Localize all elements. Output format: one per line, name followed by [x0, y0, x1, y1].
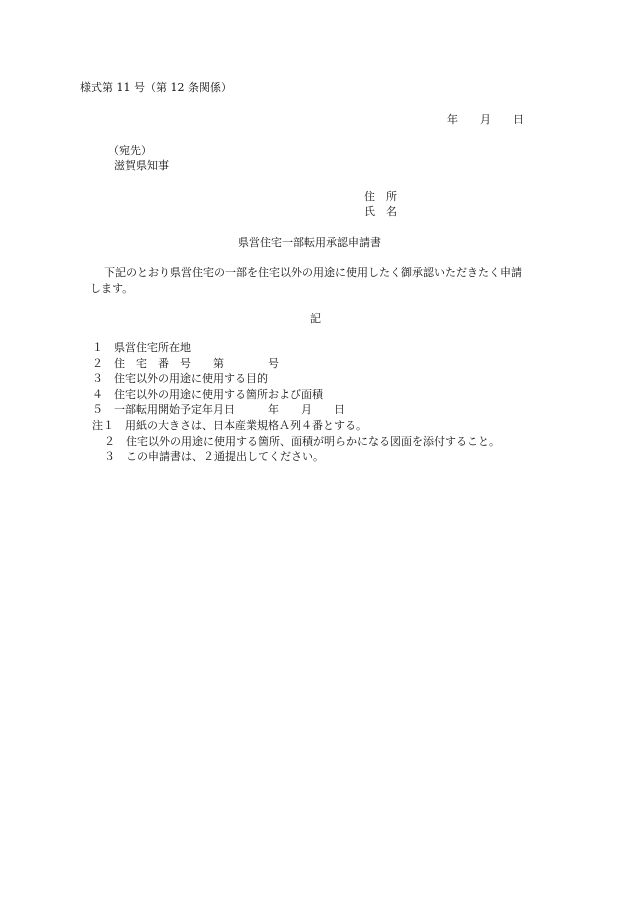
applicant-address-label: 住 所 [364, 190, 397, 203]
form-number: 様式第 11 号（第 12 条関係） [80, 81, 232, 94]
ki-heading: 記 [310, 312, 321, 325]
note-item: ２ 住宅以外の用途に使用する箇所、面積が明らかになる図面を添付すること。 [104, 434, 500, 448]
list-item: ４ 住宅以外の用途に使用する箇所および面積 [92, 387, 323, 401]
document-title: 県営住宅一部転用承認申請書 [238, 236, 381, 249]
addressee-name: 滋賀県知事 [114, 159, 169, 172]
note-item: ３ この申請書は、２通提出してください。 [104, 450, 324, 463]
list-item: ２ 住 宅 番 号 第 号 [92, 356, 279, 370]
notes-list [92, 420, 500, 467]
list-item: ５ 一部転用開始予定年月日 年 月 日 [92, 403, 345, 416]
body-text-line-1: 下記のとおり県営住宅の一部を住宅以外の用途に使用したく御承認いただきたく申請 [104, 266, 522, 279]
body-text-line-2: します。 [90, 282, 134, 295]
note-item: 注１ 用紙の大きさは、日本産業規格Ａ列４番とする。 [92, 419, 367, 432]
list-item: １ 県営住宅所在地 [92, 341, 191, 354]
item-list [92, 342, 345, 420]
list-item: ３ 住宅以外の用途に使用する目的 [92, 372, 268, 385]
applicant-name-label: 氏 名 [364, 205, 397, 218]
date-line: 年 月 日 [447, 113, 524, 126]
addressee-label: （宛先） [108, 144, 152, 157]
